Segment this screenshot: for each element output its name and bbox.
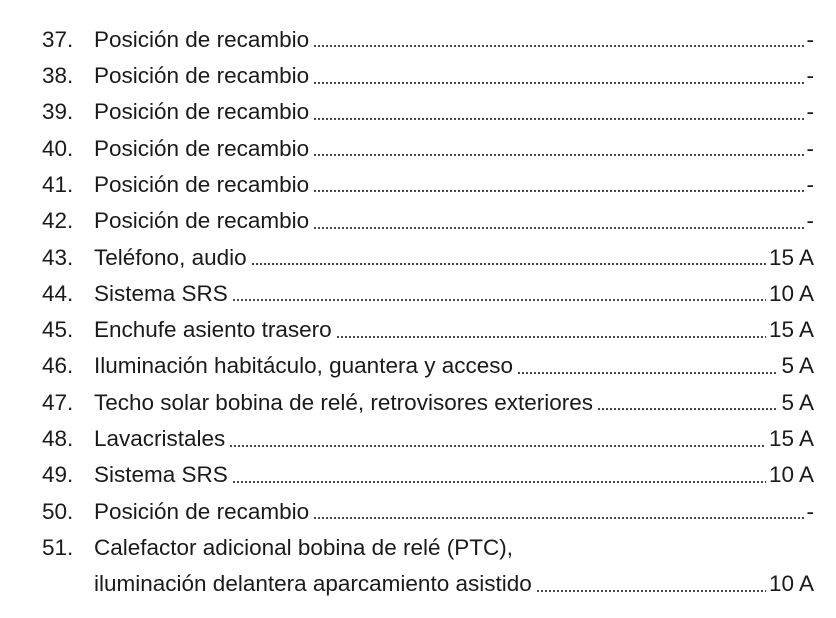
- fuse-number: 46.: [42, 353, 74, 379]
- fuse-description: Sistema SRS: [94, 280, 228, 306]
- fuse-row-48: [42, 414, 814, 450]
- dot-leader: [313, 227, 803, 229]
- dot-leader: [229, 445, 766, 447]
- fuse-description: Posición de recambio: [94, 26, 310, 52]
- fuse-number: 43.: [42, 244, 74, 270]
- fuse-number: 39.: [42, 99, 74, 125]
- fuse-rating: 10 A: [768, 571, 814, 597]
- fuse-rating: -: [806, 63, 814, 89]
- fuse-rating: 5 A: [781, 389, 814, 415]
- fuse-description: Lavacristales: [94, 426, 226, 452]
- fuse-row-line-2: [42, 559, 814, 595]
- fuse-row-47: [42, 378, 814, 414]
- fuse-row-44: [42, 269, 814, 305]
- fuse-number: 44.: [42, 280, 74, 306]
- fuse-description: Posición de recambio: [94, 135, 310, 161]
- fuse-row-39: [42, 88, 814, 124]
- dot-leader: [313, 45, 803, 47]
- fuse-row-42: [42, 196, 814, 232]
- fuse-list: [42, 15, 814, 596]
- fuse-row-46: [42, 342, 814, 378]
- fuse-row-45: [42, 305, 814, 341]
- fuse-description: Posición de recambio: [94, 498, 310, 524]
- dot-leader: [313, 154, 803, 156]
- fuse-description-line-2: iluminación delantera aparcamiento asistido: [94, 571, 532, 597]
- fuse-number: 47.: [42, 389, 74, 415]
- fuse-row-50: [42, 487, 814, 523]
- dot-leader: [336, 336, 766, 338]
- fuse-description: Sistema SRS: [94, 462, 228, 488]
- fuse-row-43: [42, 233, 814, 269]
- fuse-rating: -: [806, 99, 814, 125]
- fuse-number: 37.: [42, 26, 74, 52]
- fuse-number: 48.: [42, 426, 74, 452]
- fuse-number: 51.: [42, 534, 74, 560]
- fuse-row-40: [42, 124, 814, 160]
- fuse-rating: 15 A: [768, 426, 814, 452]
- dot-leader: [313, 517, 803, 519]
- dot-leader: [251, 263, 766, 265]
- fuse-number: 41.: [42, 171, 74, 197]
- dot-leader: [232, 299, 766, 301]
- fuse-description: Iluminación habitáculo, guantera y acceso: [94, 353, 514, 379]
- fuse-description: Posición de recambio: [94, 63, 310, 89]
- fuse-rating: 15 A: [768, 317, 814, 343]
- fuse-number: 45.: [42, 317, 74, 343]
- fuse-number: 42.: [42, 208, 74, 234]
- fuse-rating: 10 A: [768, 462, 814, 488]
- fuse-description: Posición de recambio: [94, 171, 310, 197]
- fuse-rating: -: [806, 135, 814, 161]
- fuse-description: Techo solar bobina de relé, retrovisores exteriores: [94, 389, 593, 415]
- dot-leader: [313, 118, 803, 120]
- fuse-row-49: [42, 451, 814, 487]
- dot-leader: [313, 82, 803, 84]
- fuse-number: 49.: [42, 462, 74, 488]
- fuse-number: 38.: [42, 63, 74, 89]
- fuse-rating: 10 A: [768, 280, 814, 306]
- fuse-rating: 15 A: [768, 244, 814, 270]
- fuse-rating: -: [806, 26, 814, 52]
- fuse-description: Enchufe asiento trasero: [94, 317, 332, 343]
- fuse-number: 50.: [42, 498, 74, 524]
- fuse-row-51: [42, 523, 814, 596]
- fuse-rating: -: [806, 208, 814, 234]
- fuse-rating: -: [806, 171, 814, 197]
- dot-leader: [313, 190, 803, 192]
- dot-leader: [597, 408, 778, 410]
- fuse-number: 40.: [42, 135, 74, 161]
- dot-leader: [517, 372, 778, 374]
- fuse-description: Posición de recambio: [94, 208, 310, 234]
- fuse-description: Teléfono, audio: [94, 244, 247, 270]
- dot-leader: [232, 481, 766, 483]
- fuse-row-41: [42, 160, 814, 196]
- fuse-row-38: [42, 51, 814, 87]
- fuse-rating: -: [806, 498, 814, 524]
- fuse-row-37: [42, 15, 814, 51]
- fuse-row-line-1: [42, 523, 814, 559]
- dot-leader: [536, 590, 766, 592]
- fuse-description-line-1: Calefactor adicional bobina de relé (PTC),: [94, 534, 513, 560]
- fuse-description: Posición de recambio: [94, 99, 310, 125]
- fuse-rating: 5 A: [781, 353, 814, 379]
